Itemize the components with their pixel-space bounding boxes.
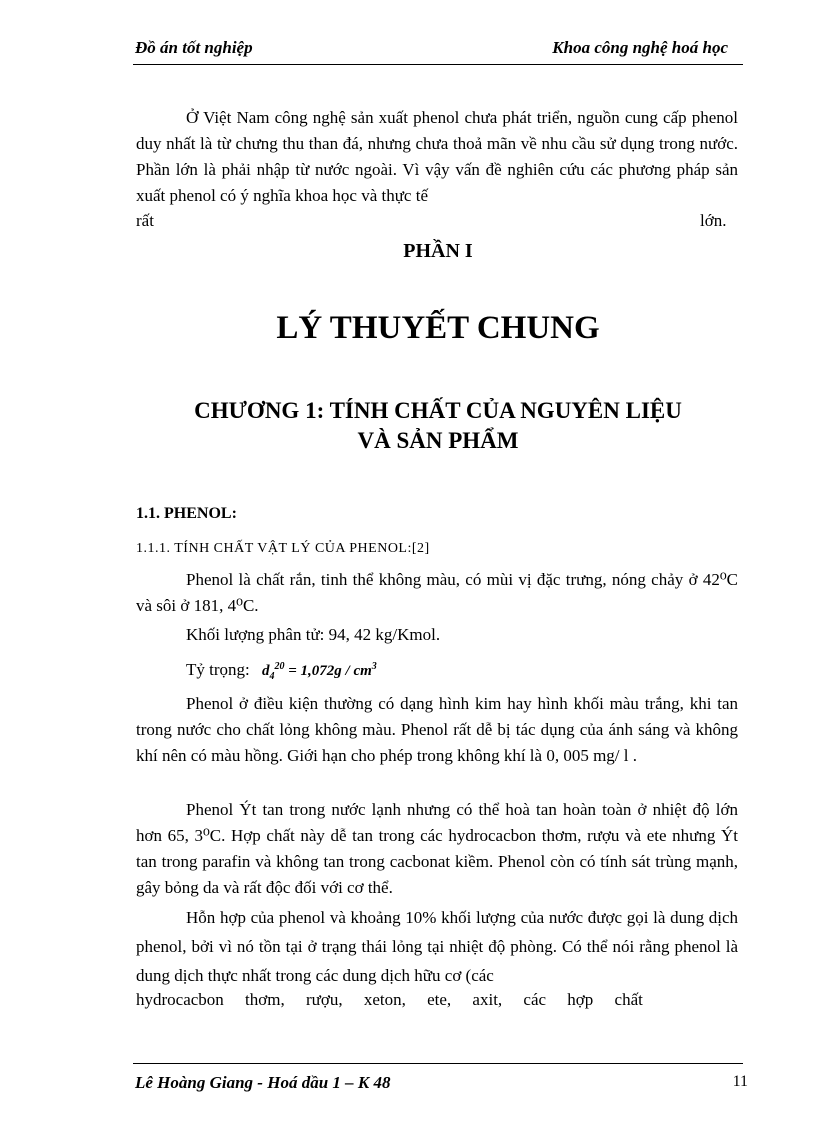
body-line: Phenol là chất rắn, tinh thể không màu, có mùi vị đặc trưng, nóng chảy <box>186 570 684 589</box>
page-number: 11 <box>732 1073 748 1090</box>
section-heading: 1.1. PHENOL: <box>136 505 237 522</box>
body-line: Hỗn hợp của phenol và khoảng 10% khối lượng của nước được gọi là <box>186 908 666 927</box>
body-line: còn có tính sát trùng mạnh, gây bỏng da và rất độc đối với cơ thể. <box>136 852 739 897</box>
body-paragraph <box>136 903 738 990</box>
density-line <box>186 660 377 682</box>
body-paragraph <box>136 797 738 901</box>
subsection-heading: 1.1.1. TÍNH CHẤT VẬT LÝ CỦA PHENOL:[2] <box>136 541 430 556</box>
body-line: độ lớn hơn 65, 3⁰C. Hợp chất này dễ tan trong các hydrocacbon thơm, rượu <box>136 800 738 845</box>
molar-mass-line: Khối lượng phân tử: 94, 42 kg/Kmol. <box>186 625 441 644</box>
body-line: khi tan trong nước cho chất lỏng không màu. Phenol rất dễ bị tác dụng của <box>136 694 738 739</box>
body-line: nói rằng phenol là dung dịch thực nhất trong các dung dịch hữu cơ (các <box>136 937 738 985</box>
body-line: Phenol ở điều kiện thường có dạng hình kim hay hình khối màu trắng, <box>186 694 684 713</box>
footer-rule <box>133 1063 743 1064</box>
body-last-line: hydrocacbon thơm, rượu, xeton, ete, axit, các hợp chất <box>136 990 643 1009</box>
header-right: Khoa công nghệ hoá học <box>552 38 728 57</box>
intro-line: Ở Việt Nam công nghệ sản xuất phenol chưa phát triển, nguồn cung <box>186 108 658 127</box>
intro-line: nghiên cứu các phương pháp sản xuất phenol có ý nghĩa khoa học và thực tế <box>136 160 739 205</box>
body-line: ở 42⁰C và sôi ở 181, 4⁰C. <box>136 570 738 615</box>
chapter-title <box>133 396 743 456</box>
body-line: và ete nhưng Ýt tan trong parafin và không tan trong cacbonat kiềm. Phenol <box>136 826 739 871</box>
density-formula: $d_4^{20} = 1,072g / cm^3$ <box>262 661 377 682</box>
density-label: Tỷ trọng: <box>186 660 250 679</box>
header-rule <box>133 64 743 65</box>
intro-paragraph <box>136 105 738 209</box>
body-paragraph <box>136 567 738 619</box>
body-line: ánh sáng và không khí nên có màu hồng. Giới hạn cho phép trong không khí <box>136 720 739 765</box>
intro-last-left: rất <box>136 211 154 230</box>
intro-line: cấp phenol duy nhất là từ chưng thu than đá, nhưng chưa thoả mãn về nhu cầu <box>136 108 739 153</box>
chapter-line-2: VÀ SẢN PHẨM <box>357 428 519 453</box>
intro-last-right: lớn. <box>700 211 727 230</box>
chapter-line-1: CHƯƠNG 1: TÍNH CHẤT CỦA NGUYÊN LIỆU <box>194 398 682 423</box>
body-paragraph <box>136 691 738 769</box>
intro-line: sử dụng trong nước. Phần lớn là phải nhập từ nước ngoài. Vì vậy vấn đề <box>136 134 739 179</box>
part-heading: PHẦN I <box>403 240 473 262</box>
main-title: LÝ THUYẾT CHUNG <box>276 310 600 346</box>
header-left: Đồ án tốt nghiệp <box>135 38 253 57</box>
body-line: Phenol Ýt tan trong nước lạnh nhưng có thể hoà tan hoàn toàn ở nhiệt <box>186 800 687 819</box>
footer-author: Lê Hoàng Giang - Hoá dầu 1 – K 48 <box>135 1073 391 1092</box>
body-line: là 0, 005 mg/ l . <box>529 746 637 765</box>
body-line: dung dịch phenol, bởi vì nó tồn tại ở trạng thái lỏng tại nhiệt độ phòng. Có thể <box>136 908 739 956</box>
